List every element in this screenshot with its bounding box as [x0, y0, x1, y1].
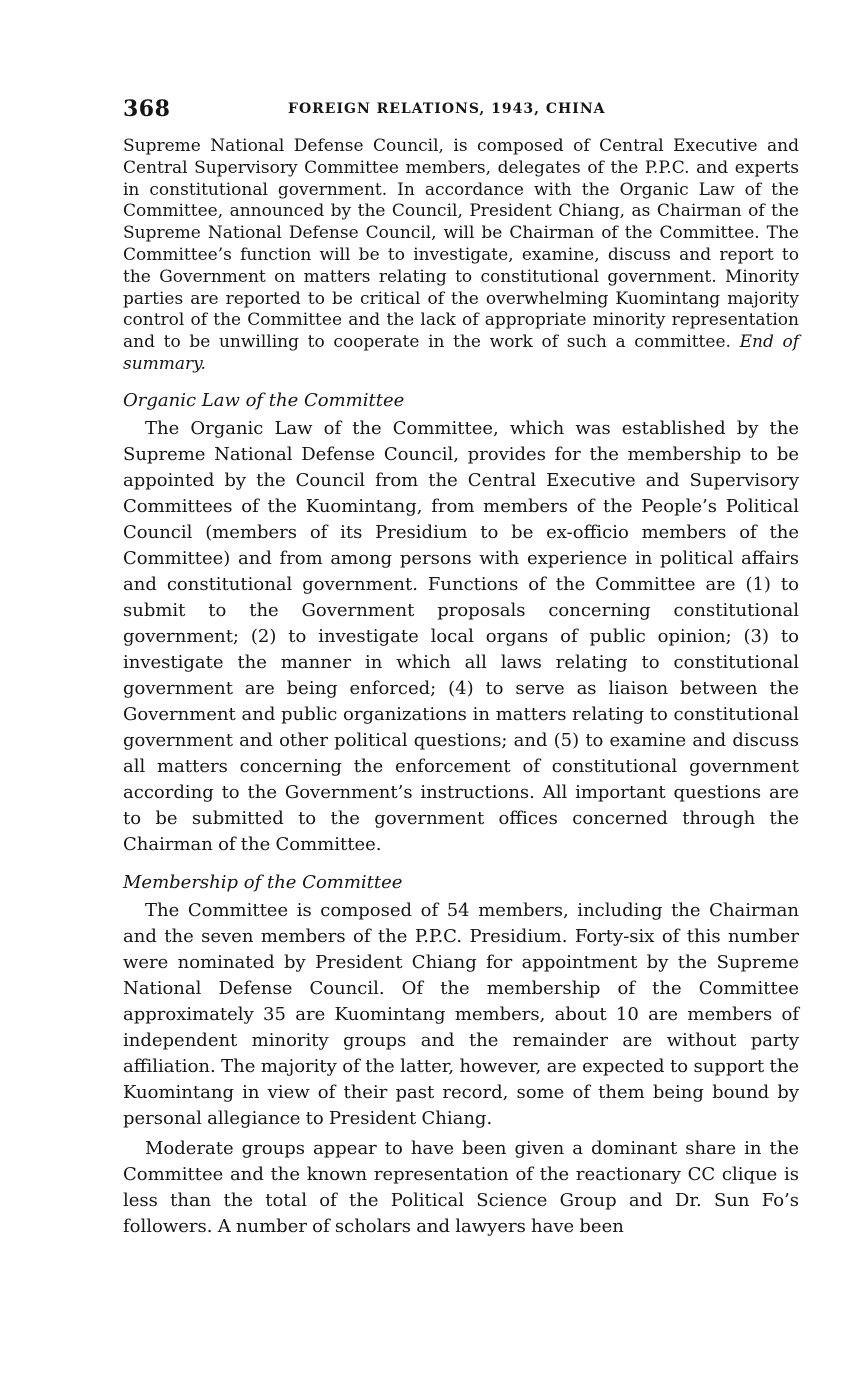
section-heading-organic-law: Organic Law of the Committee: [123, 389, 405, 411]
running-title: FOREIGN RELATIONS, 1943, CHINA: [288, 101, 606, 117]
summary-paragraph: [123, 136, 799, 376]
running-header: [123, 96, 799, 126]
end-of-summary-marker: End of summary.: [123, 332, 800, 374]
page-number: 368: [123, 96, 171, 122]
section-heading-membership: Membership of the Committee: [123, 871, 403, 893]
document-page: [123, 96, 799, 1240]
organic-law-paragraph: The Organic Law of the Committee, which was established by the Supreme National Defense Council, provides for the membership to be appointed by the Council from the Central Executive and Supervisory Committees of the Kuomintang, from members of the People’s Political Council (members of its Presidium to be ex-officio members of the Committee) and from among persons with experience in political affairs and constitutional government. Functions of the Committee are (1) to submit to the Government proposals concerning constitutional government; (2) to investigate local organs of public opinion; (3) to investigate the manner in which all laws relating to constitutional government are being enforced; (4) to serve as liaison between the Government and public organizations in matters relating to constitutional government and other political questions; and (5) to examine and discuss all matters concerning the enforcement of constitutional government according to the Government’s instructions. All important questions are to be submitted to the government offices concerned through the Chairman of the Committee.: [123, 417, 799, 855]
moderate-groups-paragraph: Moderate groups appear to have been given a dominant share in the Committee and the known representation of the reactionary CC clique is less than the total of the Political Science Group and Dr. Sun Fo’s followers. A number of scholars and lawyers have been: [123, 1137, 799, 1237]
membership-paragraph: The Committee is composed of 54 members, including the Chairman and the seven members of the P.P.C. Presidium. Forty-six of this number were nominated by President Chiang for appointment by the Supreme National Defense Council. Of the membership of the Committee approximately 35 are Kuomintang members, about 10 are members of independent minority groups and the remainder are without party affiliation. The majority of the latter, however, are expected to support the Kuomintang in view of their past record, some of them being bound by personal allegiance to President Chiang.: [123, 899, 799, 1129]
summary-text: Supreme National Defense Council, is composed of Central Executive and Central Supervisory Committee members, delegates of the P.P.C. and experts in constitutional government. In accordance with the Organic Law of the Committee, announced by the Council, President Chiang, as Chairman of the Supreme National Defense Council, will be Chairman of the Committee. The Committee’s function will be to investigate, examine, discuss and report to the Government on matters relating to constitutional government. Minority parties are reported to be critical of the overwhelming Kuomintang majority control of the Committee and the lack of appropriate minority representation and to be unwilling to cooperate in the work of such a committee.: [123, 136, 799, 353]
